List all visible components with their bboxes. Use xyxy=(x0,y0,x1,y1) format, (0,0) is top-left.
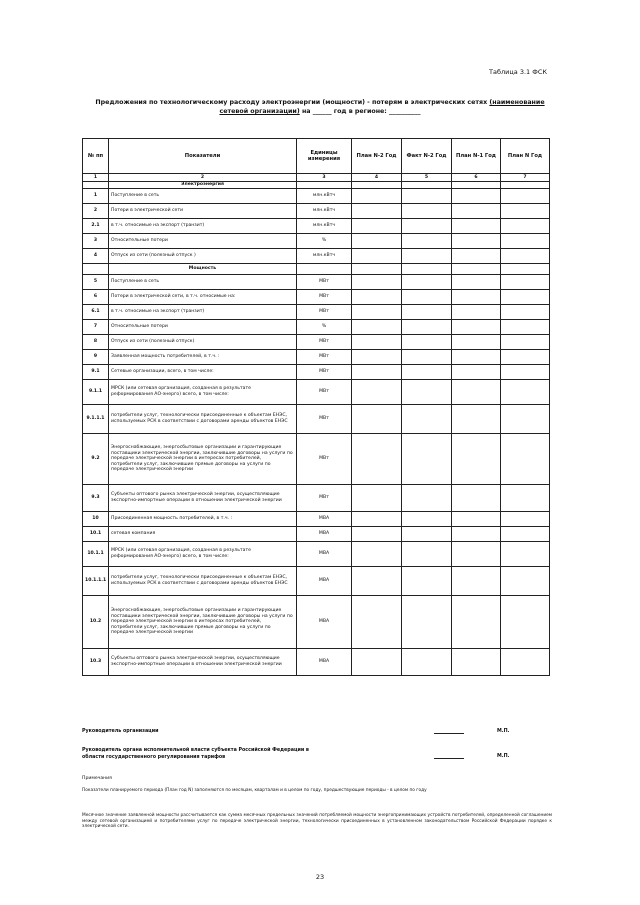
value-cell xyxy=(402,567,452,596)
row-unit: МВт xyxy=(297,405,352,434)
title-line2-rest: на ______ год в регионе: __________ xyxy=(301,108,421,115)
value-cell xyxy=(501,434,550,485)
table-row xyxy=(83,204,550,219)
row-indicator: Относительные потери xyxy=(109,234,297,249)
row-number: 10.1.1 xyxy=(83,542,109,567)
value-cell xyxy=(402,305,452,320)
row-indicator: Потери в электрической сети, в т.ч. относимые на: xyxy=(109,290,297,305)
value-cell xyxy=(452,485,501,512)
row-unit: МВА xyxy=(297,567,352,596)
row-unit: млн.кВтч xyxy=(297,204,352,219)
value-cell xyxy=(402,512,452,527)
value-cell xyxy=(501,189,550,204)
table-row xyxy=(83,234,550,249)
header-plan-n: План N Год xyxy=(501,139,550,174)
table-row xyxy=(83,485,550,512)
value-cell xyxy=(452,204,501,219)
table-row xyxy=(83,527,550,542)
row-unit: МВА xyxy=(297,512,352,527)
row-indicator: Энергоснабжающие, энергосбытовые организации и гарантирующие поставщики электрической энергии, заключившие договоры на услуги по передаче электрической энергии в интересах потребителей, потребители услуг, заключившие прямые договоры на услуги по передаче электрической энергии xyxy=(109,596,297,649)
row-number: 10.3 xyxy=(83,649,109,676)
row-indicator: Сетевые организации, всего, в том числе: xyxy=(109,365,297,380)
signature-line-head xyxy=(434,733,464,734)
row-unit: МВА xyxy=(297,596,352,649)
value-cell xyxy=(501,567,550,596)
value-cell xyxy=(452,264,501,275)
row-unit: МВт xyxy=(297,350,352,365)
value-cell xyxy=(352,596,402,649)
row-number: 9.3 xyxy=(83,485,109,512)
value-cell xyxy=(501,320,550,335)
value-cell xyxy=(402,542,452,567)
row-indicator: Потери в электрической сети xyxy=(109,204,297,219)
value-cell xyxy=(352,249,402,264)
value-cell xyxy=(501,527,550,542)
table-row xyxy=(83,567,550,596)
value-cell xyxy=(352,380,402,405)
notes-title: Примечания xyxy=(82,776,112,781)
value-cell xyxy=(452,234,501,249)
section-energy-label: Электроэнергия xyxy=(109,182,297,189)
value-cell xyxy=(83,264,109,275)
row-number: 4 xyxy=(83,249,109,264)
value-cell xyxy=(402,249,452,264)
table-row xyxy=(83,380,550,405)
value-cell xyxy=(402,264,452,275)
row-number: 1 xyxy=(83,189,109,204)
value-cell xyxy=(501,596,550,649)
row-indicator: Заявленная мощность потребителей, в т.ч. : xyxy=(109,350,297,365)
row-unit: МВт xyxy=(297,434,352,485)
header-unit: Единицы измерения xyxy=(297,139,352,174)
value-cell xyxy=(402,485,452,512)
row-unit: МВт xyxy=(297,275,352,290)
table-row xyxy=(83,596,550,649)
section-power-row xyxy=(83,264,550,275)
row-unit: млн.кВтч xyxy=(297,249,352,264)
row-unit: МВА xyxy=(297,527,352,542)
value-cell xyxy=(402,649,452,676)
col-number: 7 xyxy=(501,174,550,182)
row-indicator: Поступление в сеть xyxy=(109,189,297,204)
value-cell xyxy=(352,204,402,219)
value-cell xyxy=(452,405,501,434)
row-indicator: Энергоснабжающие, энергосбытовые организации и гарантирующие поставщики электрической энергии, заключившие договоры на услуги по передаче электрической энергии в интересах потребителей, потребители услуг, заключившие прямые договоры на услуги по передаче электрической энергии xyxy=(109,434,297,485)
value-cell xyxy=(352,320,402,335)
value-cell xyxy=(402,204,452,219)
value-cell xyxy=(352,542,402,567)
value-cell xyxy=(352,335,402,350)
header-plan-n2: План N-2 Год xyxy=(352,139,402,174)
value-cell xyxy=(402,527,452,542)
value-cell xyxy=(452,335,501,350)
table-row xyxy=(83,275,550,290)
note-first: Показатели планируемого периода (План год N) заполняются по месяцам, кварталам и в целом по году, предшествующие периоды - в целом по году xyxy=(82,788,427,793)
value-cell xyxy=(402,434,452,485)
value-cell xyxy=(452,649,501,676)
col-number: 3 xyxy=(297,174,352,182)
value-cell xyxy=(402,350,452,365)
row-indicator: Присоединенная мощность потребителей, в т.ч. : xyxy=(109,512,297,527)
table-row xyxy=(83,350,550,365)
table-row xyxy=(83,290,550,305)
value-cell xyxy=(452,527,501,542)
losses-table xyxy=(82,138,550,676)
row-number: 7 xyxy=(83,320,109,335)
row-unit: МВт xyxy=(297,335,352,350)
col-number: 5 xyxy=(402,174,452,182)
value-cell xyxy=(297,264,352,275)
row-number: 10 xyxy=(83,512,109,527)
row-number: 10.1 xyxy=(83,527,109,542)
row-unit: МВт xyxy=(297,365,352,380)
row-unit: МВт xyxy=(297,305,352,320)
stamp-mark-head: М.П. xyxy=(497,729,510,734)
value-cell xyxy=(452,542,501,567)
header-fact-n2: Факт N-2 Год xyxy=(402,139,452,174)
value-cell xyxy=(402,365,452,380)
value-cell xyxy=(452,380,501,405)
table-row xyxy=(83,305,550,320)
table-row xyxy=(83,365,550,380)
value-cell xyxy=(402,275,452,290)
value-cell xyxy=(452,275,501,290)
col-number: 6 xyxy=(452,174,501,182)
table-row xyxy=(83,219,550,234)
value-cell xyxy=(352,264,402,275)
value-cell xyxy=(352,527,402,542)
row-unit: млн.кВтч xyxy=(297,219,352,234)
value-cell xyxy=(352,512,402,527)
value-cell xyxy=(402,405,452,434)
value-cell xyxy=(452,512,501,527)
value-cell xyxy=(402,335,452,350)
row-indicator: Относительные потери xyxy=(109,320,297,335)
row-indicator: Субъекты оптового рынка электрической энергии, осуществляющие экспортно-импортные операции в отношении электрической энергии xyxy=(109,649,297,676)
value-cell xyxy=(352,567,402,596)
row-unit: МВт xyxy=(297,485,352,512)
row-indicator: Субъекты оптового рынка электрической энергии, осуществляющие экспортно-импортные операции в отношении электрической энергии xyxy=(109,485,297,512)
table-row xyxy=(83,320,550,335)
row-indicator: в т.ч. относимые на экспорт (транзит) xyxy=(109,219,297,234)
value-cell xyxy=(452,189,501,204)
value-cell xyxy=(501,305,550,320)
value-cell xyxy=(501,405,550,434)
row-unit: МВт xyxy=(297,380,352,405)
row-number: 9.1.1.1 xyxy=(83,405,109,434)
row-number: 2 xyxy=(83,204,109,219)
value-cell xyxy=(402,596,452,649)
value-cell xyxy=(352,350,402,365)
signature-line-authority xyxy=(434,758,464,759)
row-number: 9.1.1 xyxy=(83,380,109,405)
row-unit: % xyxy=(297,234,352,249)
table-header-row xyxy=(83,139,550,174)
col-number: 4 xyxy=(352,174,402,182)
value-cell xyxy=(452,320,501,335)
value-cell xyxy=(402,290,452,305)
value-cell xyxy=(352,649,402,676)
table-row xyxy=(83,405,550,434)
table-row xyxy=(83,249,550,264)
value-cell xyxy=(501,249,550,264)
row-number: 10.1.1.1 xyxy=(83,567,109,596)
value-cell xyxy=(452,219,501,234)
row-number: 9.2 xyxy=(83,434,109,485)
row-number: 6 xyxy=(83,290,109,305)
header-no: № пп xyxy=(83,139,109,174)
row-indicator: Поступление в сеть xyxy=(109,275,297,290)
row-unit: млн.кВтч xyxy=(297,189,352,204)
value-cell xyxy=(402,219,452,234)
value-cell xyxy=(452,434,501,485)
value-cell xyxy=(501,275,550,290)
signature-head-label: Руководитель организации xyxy=(82,729,159,734)
value-cell xyxy=(352,365,402,380)
row-indicator: потребители услуг, технологически присоединенные к объектам ЕНЭС, используемых РСК в соответствии с договорами аренды объектов ЕНЭС xyxy=(109,405,297,434)
value-cell xyxy=(352,434,402,485)
row-number: 2.1 xyxy=(83,219,109,234)
title-line1-underlined: (наименование xyxy=(489,99,545,106)
table-row xyxy=(83,512,550,527)
value-cell xyxy=(352,290,402,305)
table-row xyxy=(83,189,550,204)
row-unit: МВт xyxy=(297,290,352,305)
value-cell xyxy=(452,249,501,264)
value-cell xyxy=(402,320,452,335)
row-indicator: потребители услуг, технологически присоединенные к объектам ЕНЭС, используемых РСК в соответствии с договорами аренды объектов ЕНЭС xyxy=(109,567,297,596)
row-number: 6.1 xyxy=(83,305,109,320)
col-number: 1 xyxy=(83,174,109,182)
value-cell xyxy=(501,542,550,567)
value-cell xyxy=(402,234,452,249)
section-power-label: Мощность xyxy=(109,264,297,275)
row-indicator: МРСК (или сетевая организация, созданная в результате реформирования АО-энерго) всего, в том числе: xyxy=(109,380,297,405)
value-cell xyxy=(352,234,402,249)
row-indicator: Отпуск из сети (полезный отпуск ) xyxy=(109,249,297,264)
row-unit: МВА xyxy=(297,542,352,567)
value-cell xyxy=(501,485,550,512)
row-unit: % xyxy=(297,320,352,335)
value-cell xyxy=(501,219,550,234)
signature-authority-label-line1: Руководитель органа исполнительной власти субъекта Российской Федерации в xyxy=(82,748,309,753)
value-cell xyxy=(501,649,550,676)
value-cell xyxy=(402,380,452,405)
value-cell xyxy=(352,305,402,320)
value-cell xyxy=(501,365,550,380)
value-cell xyxy=(452,365,501,380)
value-cell xyxy=(501,204,550,219)
value-cell xyxy=(452,350,501,365)
value-cell xyxy=(352,189,402,204)
title-line2-underlined: сетевой организации) xyxy=(219,108,300,115)
table-row xyxy=(83,335,550,350)
row-number: 10.2 xyxy=(83,596,109,649)
table-row xyxy=(83,649,550,676)
row-number: 9 xyxy=(83,350,109,365)
stamp-mark-authority: М.П. xyxy=(497,754,510,759)
header-indicator: Показатели xyxy=(109,139,297,174)
page-number: 23 xyxy=(315,873,325,881)
table-row xyxy=(83,542,550,567)
value-cell xyxy=(501,290,550,305)
table-row xyxy=(83,434,550,485)
row-unit: МВА xyxy=(297,649,352,676)
value-cell xyxy=(352,485,402,512)
table-reference: Таблица 3.1 ФСК xyxy=(489,68,547,76)
value-cell xyxy=(452,290,501,305)
row-indicator: Отпуск из сети (полезный отпуск) xyxy=(109,335,297,350)
value-cell xyxy=(352,405,402,434)
column-numbers-row xyxy=(83,174,550,182)
note-second: Месячное значение заявленной мощности рассчитывается как сумма месячных предельных значений потребляемой мощности энергопринимающих устройств потребителей, определенной соглашением между сетевой организацией и потребителями услуг по передаче электрической энергии, технологически присоединенных в установленном законодательством Российской Федерации порядке к электрической сети. xyxy=(82,813,552,830)
row-number: 8 xyxy=(83,335,109,350)
value-cell xyxy=(352,219,402,234)
value-cell xyxy=(452,305,501,320)
value-cell xyxy=(402,189,452,204)
row-number: 9.1 xyxy=(83,365,109,380)
signature-authority-label-line2: области государственного регулирования тарифов xyxy=(82,755,226,760)
header-plan-n1: План N-1 Год xyxy=(452,139,501,174)
row-number: 5 xyxy=(83,275,109,290)
row-number: 3 xyxy=(83,234,109,249)
value-cell xyxy=(501,335,550,350)
value-cell xyxy=(452,567,501,596)
value-cell xyxy=(352,275,402,290)
value-cell xyxy=(501,512,550,527)
section-energy-row xyxy=(83,182,550,189)
value-cell xyxy=(501,234,550,249)
row-indicator: сетевая компания xyxy=(109,527,297,542)
value-cell xyxy=(501,380,550,405)
value-cell xyxy=(452,596,501,649)
title-line1: Предложения по технологическому расходу электроэнергии (мощности) - потерям в электрических сетях xyxy=(95,99,488,106)
value-cell xyxy=(501,350,550,365)
document-title xyxy=(90,98,550,116)
value-cell xyxy=(501,264,550,275)
row-indicator: МРСК (или сетевая организация, созданная в результате реформирования АО-энерго) всего, в том числе: xyxy=(109,542,297,567)
col-number: 2 xyxy=(109,174,297,182)
row-indicator: в т.ч. относимые на экспорт (транзит) xyxy=(109,305,297,320)
